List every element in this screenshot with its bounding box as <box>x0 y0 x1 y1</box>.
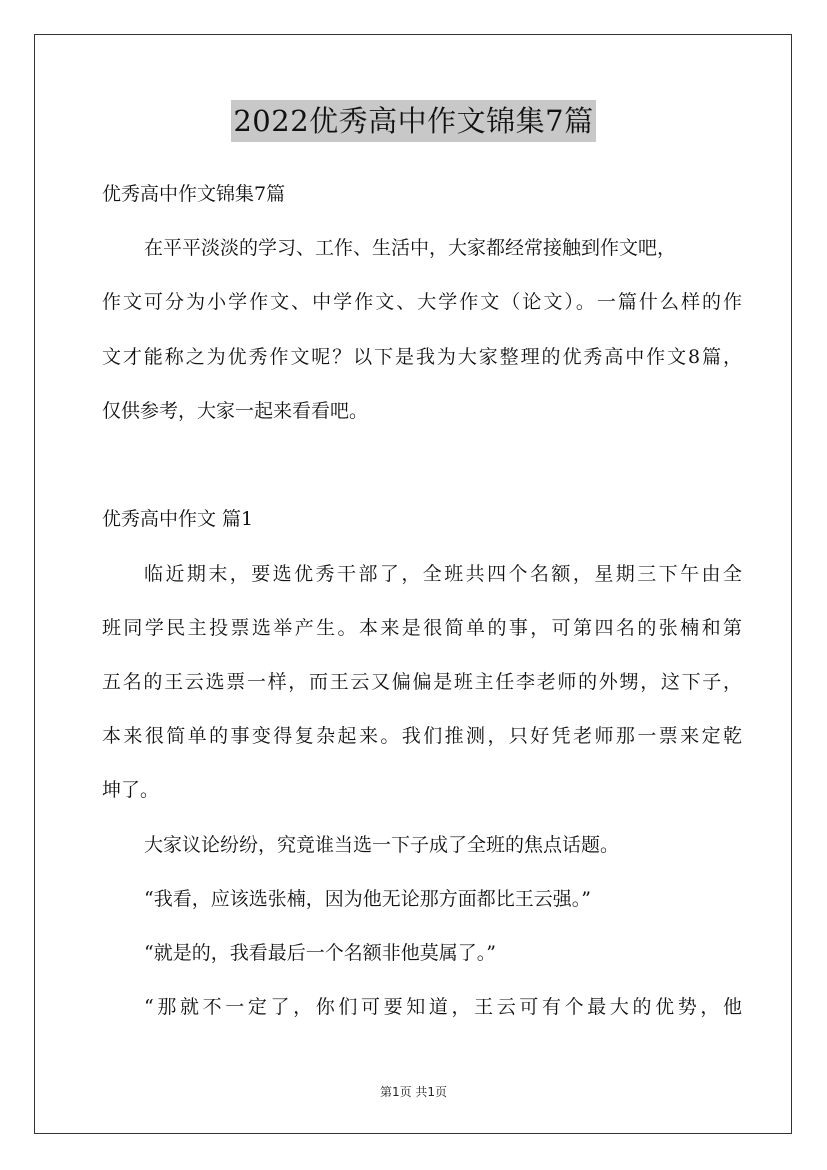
paragraph-line: 本来很简单的事变得复杂起来。我们推测，只好凭老师那一票来定乾 <box>102 725 742 747</box>
section-heading: 优秀高中作文 篇1 <box>102 508 254 530</box>
quote-line: “我看，应该选张楠，因为他无论那方面都比王云强。” <box>144 888 591 910</box>
document-title: 2022优秀高中作文锦集7篇 <box>231 100 595 142</box>
quote-line: “那就不一定了，你们可要知道，王云可有个最大的优势，他 <box>144 996 742 1018</box>
page-footer: 第1页 共1页 <box>379 1085 448 1099</box>
paragraph-line: 临近期末，要选优秀干部了，全班共四个名额，星期三下午由全 <box>144 563 742 585</box>
paragraph-line: 坤了。 <box>102 779 160 801</box>
paragraph-line: 大家议论纷纷，究竟谁当选一下子成了全班的焦点话题。 <box>144 834 620 856</box>
paragraph-line: 作文可分为小学作文、中学作文、大学作文（论文）。一篇什么样的作 <box>102 291 742 313</box>
paragraph-line: 仅供参考，大家一起来看看吧。 <box>102 400 369 422</box>
paragraph-line: 班同学民主投票选举产生。本来是很简单的事，可第四名的张楠和第 <box>102 617 742 639</box>
subtitle: 优秀高中作文锦集7篇 <box>102 183 286 205</box>
quote-line: “就是的，我看最后一个名额非他莫属了。” <box>144 942 496 964</box>
title-container <box>0 100 827 142</box>
paragraph-line: 五名的王云选票一样，而王云又偏偏是班主任李老师的外甥，这下子， <box>102 671 742 693</box>
paragraph-line: 在平平淡淡的学习、工作、生活中，大家都经常接触到作文吧， <box>144 237 677 259</box>
paragraph-line: 文才能称之为优秀作文呢？以下是我为大家整理的优秀高中作文8篇， <box>102 346 742 368</box>
